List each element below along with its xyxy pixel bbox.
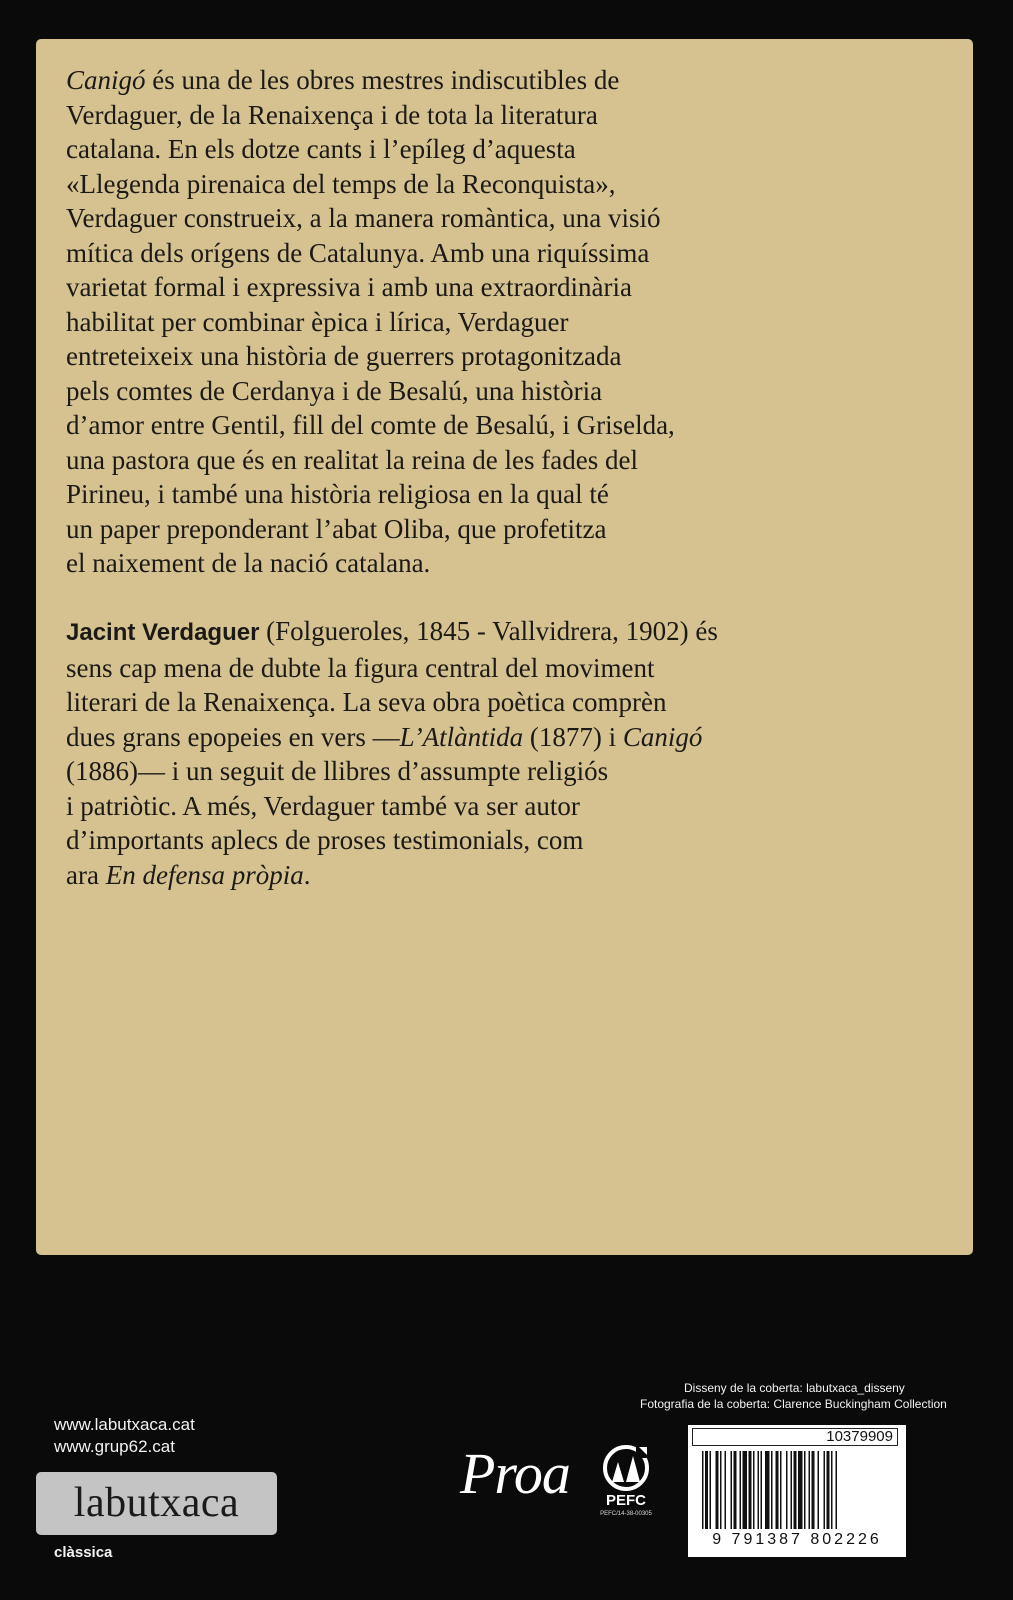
barcode-bar: [804, 1451, 806, 1529]
description-panel: [36, 39, 973, 1255]
barcode-bar: [740, 1451, 742, 1529]
blurb-line: Canigó és una de les obres mestres indiscutibles de: [66, 65, 620, 95]
blurb-line: «Llegenda pirenaica del temps de la Reconquista»,: [66, 168, 616, 199]
barcode-bar: [794, 1451, 797, 1529]
barcode-bar: [702, 1451, 704, 1529]
bio-line: literari de la Renaixença. La seva obra poètica comprèn: [66, 687, 667, 717]
blurb-line: habilitat per combinar èpica i lírica, Verdaguer: [66, 306, 569, 337]
blurb-line: catalana. En els dotze cants i l’epíleg d’aquesta: [66, 134, 576, 164]
photo-credit: Fotografia de la coberta: Clarence Buckingham Collection: [640, 1397, 947, 1411]
pefc-tree-icon: [592, 1444, 660, 1492]
barcode-bar: [716, 1451, 719, 1529]
blurb-line: un paper preponderant l’abat Oliba, que profetitza: [66, 513, 607, 544]
barcode-bar: [824, 1451, 826, 1529]
barcode-bar: [743, 1451, 748, 1529]
barcode-bar: [809, 1451, 811, 1529]
bio-line: i patriòtic. A més, Verdaguer també va ser autor: [66, 790, 580, 821]
blurb-line: pels comtes de Cerdanya i de Besalú, una història: [66, 375, 603, 406]
barcode-bar: [780, 1451, 782, 1529]
barcode-bar: [776, 1451, 779, 1529]
work-title: En defensa pròpia: [105, 859, 304, 890]
barcode-bar: [758, 1451, 760, 1529]
barcode-bar: [812, 1451, 815, 1529]
work-title: L’Atlàntida: [399, 721, 524, 752]
blurb-line: varietat formal i expressiva i amb una extraordinària: [66, 272, 633, 302]
bio-line: (1886)— i un seguit de llibres d’assumpte religiós: [66, 756, 609, 786]
barcode-bar: [798, 1451, 803, 1529]
pefc-code: PEFC/14-38-00305: [600, 1511, 652, 1517]
url-grup62: www.grup62.cat: [54, 1437, 175, 1456]
barcode-bar: [791, 1451, 793, 1529]
barcode-bar: [725, 1451, 727, 1529]
blurb-line: entreteixeix una història de guerrers protagonitzada: [66, 341, 622, 371]
labutxaca-logo: labutxaca: [36, 1472, 277, 1535]
blurb-line: el naixement de la nació catalana.: [66, 548, 431, 578]
isbn-digits: 9 791387 802226: [712, 1531, 882, 1548]
barcode-bar: [734, 1451, 737, 1529]
barcode-bar: [753, 1451, 755, 1529]
barcode-bar: [771, 1451, 773, 1529]
barcode-bar: [749, 1451, 752, 1529]
bio-line: ara En defensa pròpia.: [66, 859, 311, 890]
blurb-line: Verdaguer, de la Renaixença i de tota la literatura: [66, 99, 598, 130]
author-name: Jacint Verdaguer: [66, 619, 260, 646]
author-bio-paragraph: [66, 614, 946, 892]
barcode-bar: [786, 1451, 788, 1529]
blurb-line: Verdaguer construeix, a la manera romàntica, una visió: [66, 203, 661, 233]
barcode: [688, 1425, 906, 1557]
blurb-line: mítica dels orígens de Catalunya. Amb una riquíssima: [66, 237, 650, 268]
bio-line: dues grans epopeies en vers —L’Atlàntida (1877) i Canigó: [66, 721, 703, 752]
barcode-bars: [700, 1451, 894, 1531]
bio-line: d’importants aplecs de proses testimonials, com: [66, 825, 584, 855]
bio-line: Jacint Verdaguer (Folgueroles, 1845 - Vallvidrera, 1902) és: [66, 616, 718, 646]
barcode-bar: [761, 1451, 763, 1529]
pefc-logo: [592, 1444, 660, 1524]
work-title: Canigó: [622, 721, 703, 752]
blurb-line: una pastora que és en realitat la reina de les fades del: [66, 444, 638, 475]
synopsis-paragraph: [66, 63, 946, 581]
barcode-bar: [827, 1451, 830, 1529]
barcode-bar: [731, 1451, 733, 1529]
blurb-line: Pirineu, i també una història religiosa en la qual té: [66, 479, 609, 509]
design-credit: Disseny de la coberta: labutxaca_disseny: [684, 1381, 905, 1395]
product-code: 10379909: [692, 1428, 898, 1446]
cover-credits: [640, 1380, 947, 1412]
barcode-bar: [720, 1451, 722, 1529]
collection-label: clàssica: [54, 1544, 113, 1561]
barcode-bar: [818, 1451, 820, 1529]
bio-line: sens cap mena de dubte la figura central del moviment: [66, 652, 655, 683]
barcode-bar: [710, 1451, 712, 1529]
pefc-label: PEFC: [605, 1492, 646, 1509]
barcode-bar: [705, 1451, 708, 1529]
barcode-bar: [765, 1451, 770, 1529]
barcode-bar: [836, 1451, 838, 1529]
proa-logo: Proa: [460, 1441, 570, 1506]
barcode-bar: [831, 1451, 833, 1529]
website-links: [54, 1414, 195, 1458]
book-title: Canigó: [66, 65, 146, 95]
blurb-line: d’amor entre Gentil, fill del comte de Besalú, i Griselda,: [66, 410, 675, 440]
url-labutxaca: www.labutxaca.cat: [54, 1415, 195, 1434]
